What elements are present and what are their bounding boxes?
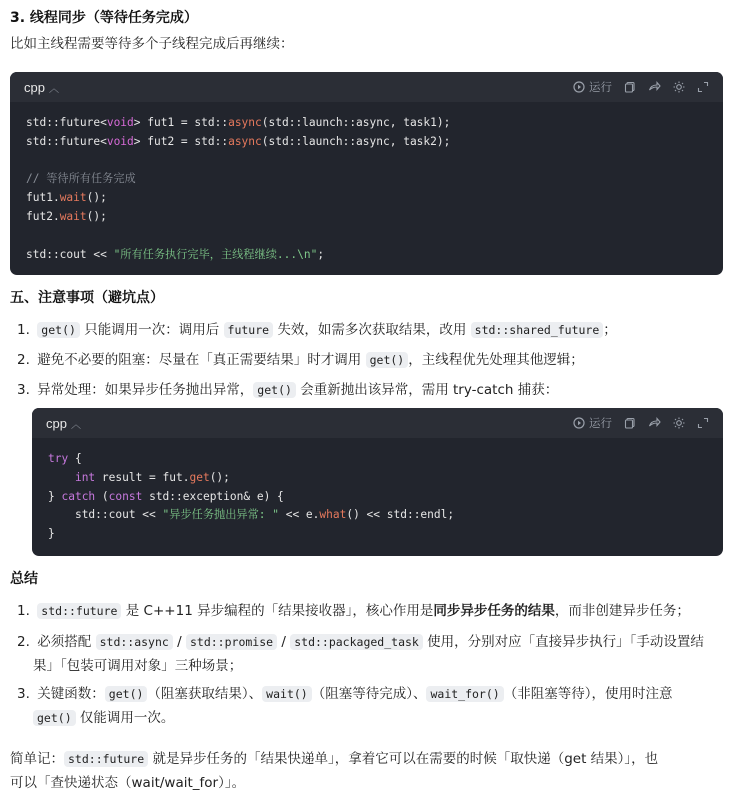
code-block-header — [10, 72, 723, 102]
section-5-heading: 五、注意事项（避坑点） — [10, 290, 164, 306]
closing-paragraph-line2: 可以「查快递状态（wait/wait_for）」。 — [10, 775, 246, 791]
summary-heading: 总结 — [10, 571, 38, 587]
code-block-1 — [10, 72, 723, 275]
section-3-intro: 比如主线程需要等待多个子线程完成后再继续： — [10, 36, 294, 52]
share-icon[interactable] — [648, 81, 661, 93]
collapse-chevron-icon[interactable]: ︿ — [48, 83, 59, 95]
list-item-continuation: 果」「包装可调用对象」三种场景； — [33, 658, 243, 674]
list-item: 3. 异常处理：如果异步任务抛出异常， get() 会重新抛出该异常，需用 try-catch 捕获： — [17, 382, 559, 398]
expand-icon[interactable] — [697, 417, 709, 429]
theme-icon[interactable] — [673, 81, 685, 93]
language-label: cpp — [46, 415, 67, 431]
expand-icon[interactable] — [697, 81, 709, 93]
list-item: 3. 关键函数： get() （阻塞获取结果）、 wait() （阻塞等待完成）、 wait_for() （非阻塞等待），使用时注意 — [17, 686, 673, 702]
copy-icon[interactable] — [624, 417, 636, 429]
copy-icon[interactable] — [624, 81, 636, 93]
list-item: 2. 避免不必要的阻塞：尽量在「真正需要结果」时才调用 get() ，主线程优先处理其他逻辑； — [17, 352, 584, 368]
run-label: 运行 — [589, 80, 612, 94]
code-toolbar — [573, 415, 709, 431]
collapse-chevron-icon[interactable]: ︿ — [70, 419, 81, 431]
run-label: 运行 — [589, 416, 612, 430]
code-block-header — [32, 408, 723, 438]
code-toolbar — [573, 79, 709, 95]
run-button[interactable] — [573, 79, 612, 95]
share-icon[interactable] — [648, 417, 661, 429]
list-item: 1. get() 只能调用一次：调用后 future 失效，如需多次获取结果，改用 std::shared_future ； — [17, 322, 617, 338]
code-block-2 — [32, 408, 723, 556]
section-3-heading: 3. 线程同步（等待任务完成） — [10, 10, 198, 26]
play-circle-icon — [573, 81, 585, 93]
run-button[interactable] — [573, 415, 612, 431]
play-circle-icon — [573, 417, 585, 429]
closing-paragraph: 简单记： std::future 就是异步任务的「结果快递单」，拿着它可以在需要的时候「取快递（get 结果）」，也 — [10, 751, 659, 767]
list-item-continuation: get() 仅能调用一次。 — [33, 706, 174, 730]
code-body-1: std::future<void> fut1 = std::async(std::launch::async, task1); std::future<void> fut2 = std::async(std::launch::async, task2); // 等待所有任务完成 fut1.wait(); fut2.wait(); std::cout << "所有任务执行完毕，主线程继续...\n"; — [26, 116, 451, 261]
list-item: 1. std::future 是 C++11 异步编程的「结果接收器」，核心作用是同步异步任务的结果，而非创建异步任务； — [17, 603, 690, 619]
code-body-2: try { int result = fut.get(); } catch (const std::exception& e) { std::cout << "异步任务抛出异常: " << e.what() << std::endl; } — [48, 452, 455, 541]
language-label: cpp — [24, 79, 45, 95]
list-item: 2. 必须搭配 std::async / std::promise / std::packaged_task 使用，分别对应「直接异步执行」「手动设置结 — [17, 634, 704, 650]
theme-icon[interactable] — [673, 417, 685, 429]
